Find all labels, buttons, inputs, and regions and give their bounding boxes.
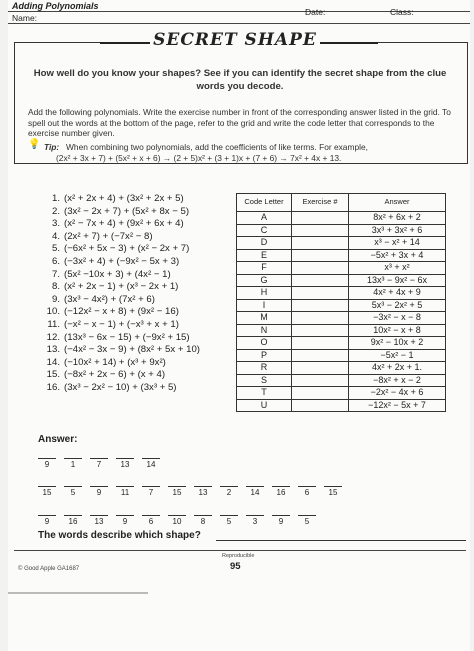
exercise-item	[38, 256, 238, 269]
blank-line	[116, 486, 134, 487]
tip-example: (2x² + 3x + 7) + (5x² + x + 6) → (2 + 5)x² + (3 + 1)x + (7 + 6) → 7x² + 4x + 13.	[56, 153, 342, 163]
blank-exercise-number: 9	[278, 517, 284, 526]
worksheet-page	[8, 0, 470, 651]
code-letter: F	[237, 262, 292, 275]
blank-line	[298, 486, 316, 487]
grid-answer: 8x² + 6x + 2	[349, 212, 446, 225]
blank-exercise-number: 16	[276, 488, 286, 497]
scan-artifact	[8, 592, 148, 594]
blank-line	[324, 486, 342, 487]
blank-exercise-number: 15	[172, 488, 182, 497]
blank-exercise-number: 9	[122, 517, 128, 526]
blank-exercise-number: 16	[68, 517, 78, 526]
code-grid-row	[237, 387, 446, 400]
exercise-item	[38, 319, 238, 332]
blank-line	[220, 515, 238, 516]
grid-answer: 9x² − 10x + 2	[349, 337, 446, 350]
code-grid-row	[237, 224, 446, 237]
code-grid-row	[237, 337, 446, 350]
code-grid-header	[237, 194, 446, 212]
blank-line	[272, 486, 290, 487]
blank-exercise-number: 9	[44, 460, 50, 469]
exercise-number-blank[interactable]	[292, 312, 349, 325]
exercise-number: 15.	[46, 369, 60, 381]
grid-answer: x³ + x²	[349, 262, 446, 275]
code-grid-row	[237, 249, 446, 262]
publisher-credit: © Good Apple GA1687	[18, 566, 80, 572]
exercise-number: 6.	[51, 255, 60, 267]
blank-exercise-number: 15	[328, 488, 338, 497]
exercise-expression: (5x² −10x + 3) + (4x² − 1)	[64, 268, 171, 280]
reproducible-label: Reproducible	[222, 553, 255, 559]
exercise-number-blank[interactable]	[292, 237, 349, 250]
blank-line	[142, 486, 160, 487]
class-label: Class:	[390, 7, 414, 17]
exercise-number-blank[interactable]	[292, 212, 349, 225]
code-letter: O	[237, 337, 292, 350]
code-grid-row	[237, 212, 446, 225]
blank-line	[38, 458, 56, 459]
code-letter: M	[237, 312, 292, 325]
blank-exercise-number: 9	[44, 517, 50, 526]
exercise-number-blank[interactable]	[292, 224, 349, 237]
exercise-item	[38, 357, 238, 370]
blank-exercise-number: 7	[148, 488, 154, 497]
grid-answer: −5x² + 3x + 4	[349, 249, 446, 262]
blank-line	[194, 515, 212, 516]
blank-line	[246, 486, 264, 487]
exercise-number-blank[interactable]	[292, 387, 349, 400]
blank-line	[168, 515, 186, 516]
exercise-item	[38, 306, 238, 319]
exercise-expression: (x² + 2x + 4) + (3x² + 2x + 5)	[64, 193, 184, 204]
exercise-number: 4.	[51, 230, 60, 242]
answer-word	[38, 448, 368, 470]
code-grid-row	[237, 312, 446, 325]
blank-exercise-number: 3	[252, 517, 258, 526]
code-letter: I	[237, 299, 292, 312]
code-letter: H	[237, 287, 292, 300]
exercise-number-blank[interactable]	[292, 287, 349, 300]
grid-answer: x³ − x² + 14	[349, 237, 446, 250]
name-line	[8, 23, 470, 24]
exercise-expression: (−4x² − 3x − 9) + (8x² + 5x + 10)	[64, 344, 200, 356]
grid-answer: 5x³ − 2x² + 5	[349, 299, 446, 312]
blank-line	[142, 515, 160, 516]
code-letter: N	[237, 324, 292, 337]
exercise-item	[38, 382, 238, 395]
blank-exercise-number: 6	[304, 488, 310, 497]
exercise-number: 13.	[46, 344, 60, 356]
exercise-number-blank[interactable]	[292, 262, 349, 275]
page-number: 95	[230, 561, 241, 572]
code-grid-row	[237, 349, 446, 362]
blank-exercise-number: 8	[200, 517, 206, 526]
exercise-expression: (13x³ − 6x − 15) + (−9x² + 15)	[64, 331, 190, 343]
exercise-item	[38, 281, 238, 294]
code-letter: T	[237, 387, 292, 400]
grid-answer: −3x² − x − 8	[349, 312, 446, 325]
exercise-expression: (−10x² + 14) + (x³ + 9x²)	[64, 356, 166, 368]
answer-word	[38, 476, 368, 498]
lightbulb-icon: 💡	[28, 139, 41, 150]
blank-line	[38, 486, 56, 487]
exercise-expression: (−6x² + 5x − 3) + (x² − 2x + 7)	[64, 243, 190, 255]
code-grid-row	[237, 287, 446, 300]
exercise-number: 1.	[51, 193, 60, 204]
exercise-number-blank[interactable]	[292, 337, 349, 350]
blank-line	[38, 515, 56, 516]
code-grid-row	[237, 237, 446, 250]
code-grid	[236, 193, 446, 412]
exercise-item	[38, 243, 238, 256]
blank-line	[64, 458, 82, 459]
exercise-number-blank[interactable]	[292, 362, 349, 375]
grid-answer: −2x² − 4x + 6	[349, 387, 446, 400]
exercise-expression: (−8x² + 2x − 6) + (x + 4)	[64, 369, 166, 381]
exercise-item	[38, 369, 238, 382]
code-grid-row	[237, 374, 446, 387]
exercise-number: 3.	[51, 218, 60, 230]
exercise-number: 9.	[51, 293, 60, 305]
blank-exercise-number: 7	[96, 460, 102, 469]
page-title: SECRET SHAPE	[150, 30, 320, 50]
code-grid-row	[237, 399, 446, 412]
exercise-item	[38, 218, 238, 231]
exercise-expression: (3x³ − 2x² − 10) + (3x³ + 5)	[64, 381, 177, 393]
exercise-number: 8.	[51, 281, 60, 293]
exercise-number: 11.	[47, 318, 60, 330]
exercise-expression: (−x² − x − 1) + (−x³ + x + 1)	[64, 318, 179, 330]
blank-exercise-number: 14	[250, 488, 260, 497]
blank-exercise-number: 13	[94, 517, 104, 526]
exercise-expression: (−3x² + 4) + (−9x² − 5x + 3)	[64, 255, 180, 267]
blank-exercise-number: 5	[226, 517, 232, 526]
grid-answer: 3x³ + 3x² + 6	[349, 224, 446, 237]
exercise-number-blank[interactable]	[292, 399, 349, 412]
grid-answer: −12x² − 5x + 7	[349, 399, 446, 412]
grid-answer: −5x² − 1	[349, 349, 446, 362]
blank-line	[142, 458, 160, 459]
answer-word	[38, 505, 368, 527]
code-letter: G	[237, 274, 292, 287]
exercise-number-blank[interactable]	[292, 349, 349, 362]
blank-line	[116, 458, 134, 459]
blank-line	[64, 486, 82, 487]
exercise-item	[38, 294, 238, 307]
grid-answer: −8x² + x − 2	[349, 374, 446, 387]
blank-exercise-number: 5	[70, 488, 76, 497]
code-letter: D	[237, 237, 292, 250]
exercise-number: 12.	[46, 331, 60, 343]
exercise-number: 7.	[51, 268, 60, 280]
code-letter: E	[237, 249, 292, 262]
grid-answer: 4x² + 2x + 1.	[349, 362, 446, 375]
blank-exercise-number: 5	[304, 517, 310, 526]
code-letter: P	[237, 349, 292, 362]
code-letter: C	[237, 224, 292, 237]
code-grid-row	[237, 324, 446, 337]
code-letter: A	[237, 212, 292, 225]
answer-header: Answer	[349, 194, 446, 212]
exercise-item	[38, 231, 238, 244]
code-grid-row	[237, 262, 446, 275]
blank-exercise-number: 6	[148, 517, 154, 526]
blank-line	[220, 486, 238, 487]
blank-exercise-number: 10	[172, 517, 182, 526]
exercise-expression: (x² − 7x + 4) + (9x² + 6x + 4)	[64, 218, 184, 230]
blank-line	[246, 515, 264, 516]
exercise-number: 5.	[51, 243, 60, 255]
name-label: Name:	[12, 13, 38, 23]
blank-line	[90, 486, 108, 487]
exercise-number: 10.	[46, 306, 60, 318]
blank-exercise-number: 15	[42, 488, 52, 497]
exercise-item	[38, 332, 238, 345]
blank-line	[272, 515, 290, 516]
code-grid-row	[237, 299, 446, 312]
exercise-expression: (x² + 2x − 1) + (x³ − 2x + 1)	[64, 281, 179, 293]
blank-line	[298, 515, 316, 516]
grid-answer: 13x³ − 9x² − 6x	[349, 274, 446, 287]
exercise-expression: (−12x² − x + 8) + (9x² − 16)	[64, 306, 179, 318]
exercise-expression: (3x³ − 4x²) + (7x² + 6)	[64, 293, 155, 305]
blank-line	[116, 515, 134, 516]
code-letter: U	[237, 399, 292, 412]
blank-exercise-number: 13	[120, 460, 130, 469]
code-letter-header: Code Letter	[237, 194, 292, 212]
exercise-number: 14.	[46, 356, 60, 368]
blank-exercise-number: 2	[226, 488, 232, 497]
code-letter: S	[237, 374, 292, 387]
date-label: Date:	[305, 7, 326, 17]
code-grid-row	[237, 274, 446, 287]
intro-text: How well do you know your shapes? See if you can identify the secret shape from the clue words you decode.	[33, 68, 447, 92]
exercise-list	[38, 193, 238, 395]
blank-exercise-number: 1	[70, 460, 76, 469]
blank-line	[194, 486, 212, 487]
blank-line	[90, 458, 108, 459]
footer-divider	[14, 550, 466, 551]
exercise-item	[38, 193, 238, 206]
blank-line	[90, 515, 108, 516]
exercise-number-blank[interactable]	[292, 274, 349, 287]
answer-label: Answer:	[38, 434, 78, 445]
blank-line	[64, 515, 82, 516]
subject-heading: Adding Polynomials	[12, 1, 99, 11]
grid-answer: 4x² + 4x + 9	[349, 287, 446, 300]
blank-exercise-number: 13	[198, 488, 208, 497]
exercise-expression: (3x² − 2x + 7) + (5x² + 8x − 5)	[64, 205, 190, 217]
exercise-number-blank[interactable]	[292, 249, 349, 262]
exercise-number-blank[interactable]	[292, 299, 349, 312]
code-grid-row	[237, 362, 446, 375]
exercise-item	[38, 344, 238, 357]
shape-question: The words describe which shape?	[38, 530, 201, 541]
tip-label: Tip:	[44, 142, 60, 152]
code-letter: R	[237, 362, 292, 375]
title-banner	[8, 30, 470, 54]
tip-text: When combining two polynomials, add the coefficients of like terms. For example,	[66, 142, 368, 152]
instructions-text: Add the following polynomials. Write the exercise number in front of the corresponding answer listed in the grid. To spell out the words at the bottom of the page, refer to the grid and write the code letter that corresponds to the exercise number given.	[28, 107, 451, 138]
blank-exercise-number: 14	[146, 460, 156, 469]
exercise-number: 2.	[51, 205, 60, 217]
exercise-number: 16.	[46, 381, 60, 393]
exercise-item	[38, 269, 238, 282]
blank-exercise-number: 11	[120, 488, 130, 497]
exercise-number-blank[interactable]	[292, 324, 349, 337]
blank-line	[168, 486, 186, 487]
grid-answer: 10x² − x + 8	[349, 324, 446, 337]
shape-answer-line[interactable]	[216, 540, 466, 541]
exercise-item	[38, 206, 238, 219]
exercise-number-header: Exercise #	[292, 194, 349, 212]
exercise-expression: (2x² + 7) + (−7x² − 8)	[64, 230, 153, 242]
exercise-number-blank[interactable]	[292, 374, 349, 387]
blank-exercise-number: 9	[96, 488, 102, 497]
